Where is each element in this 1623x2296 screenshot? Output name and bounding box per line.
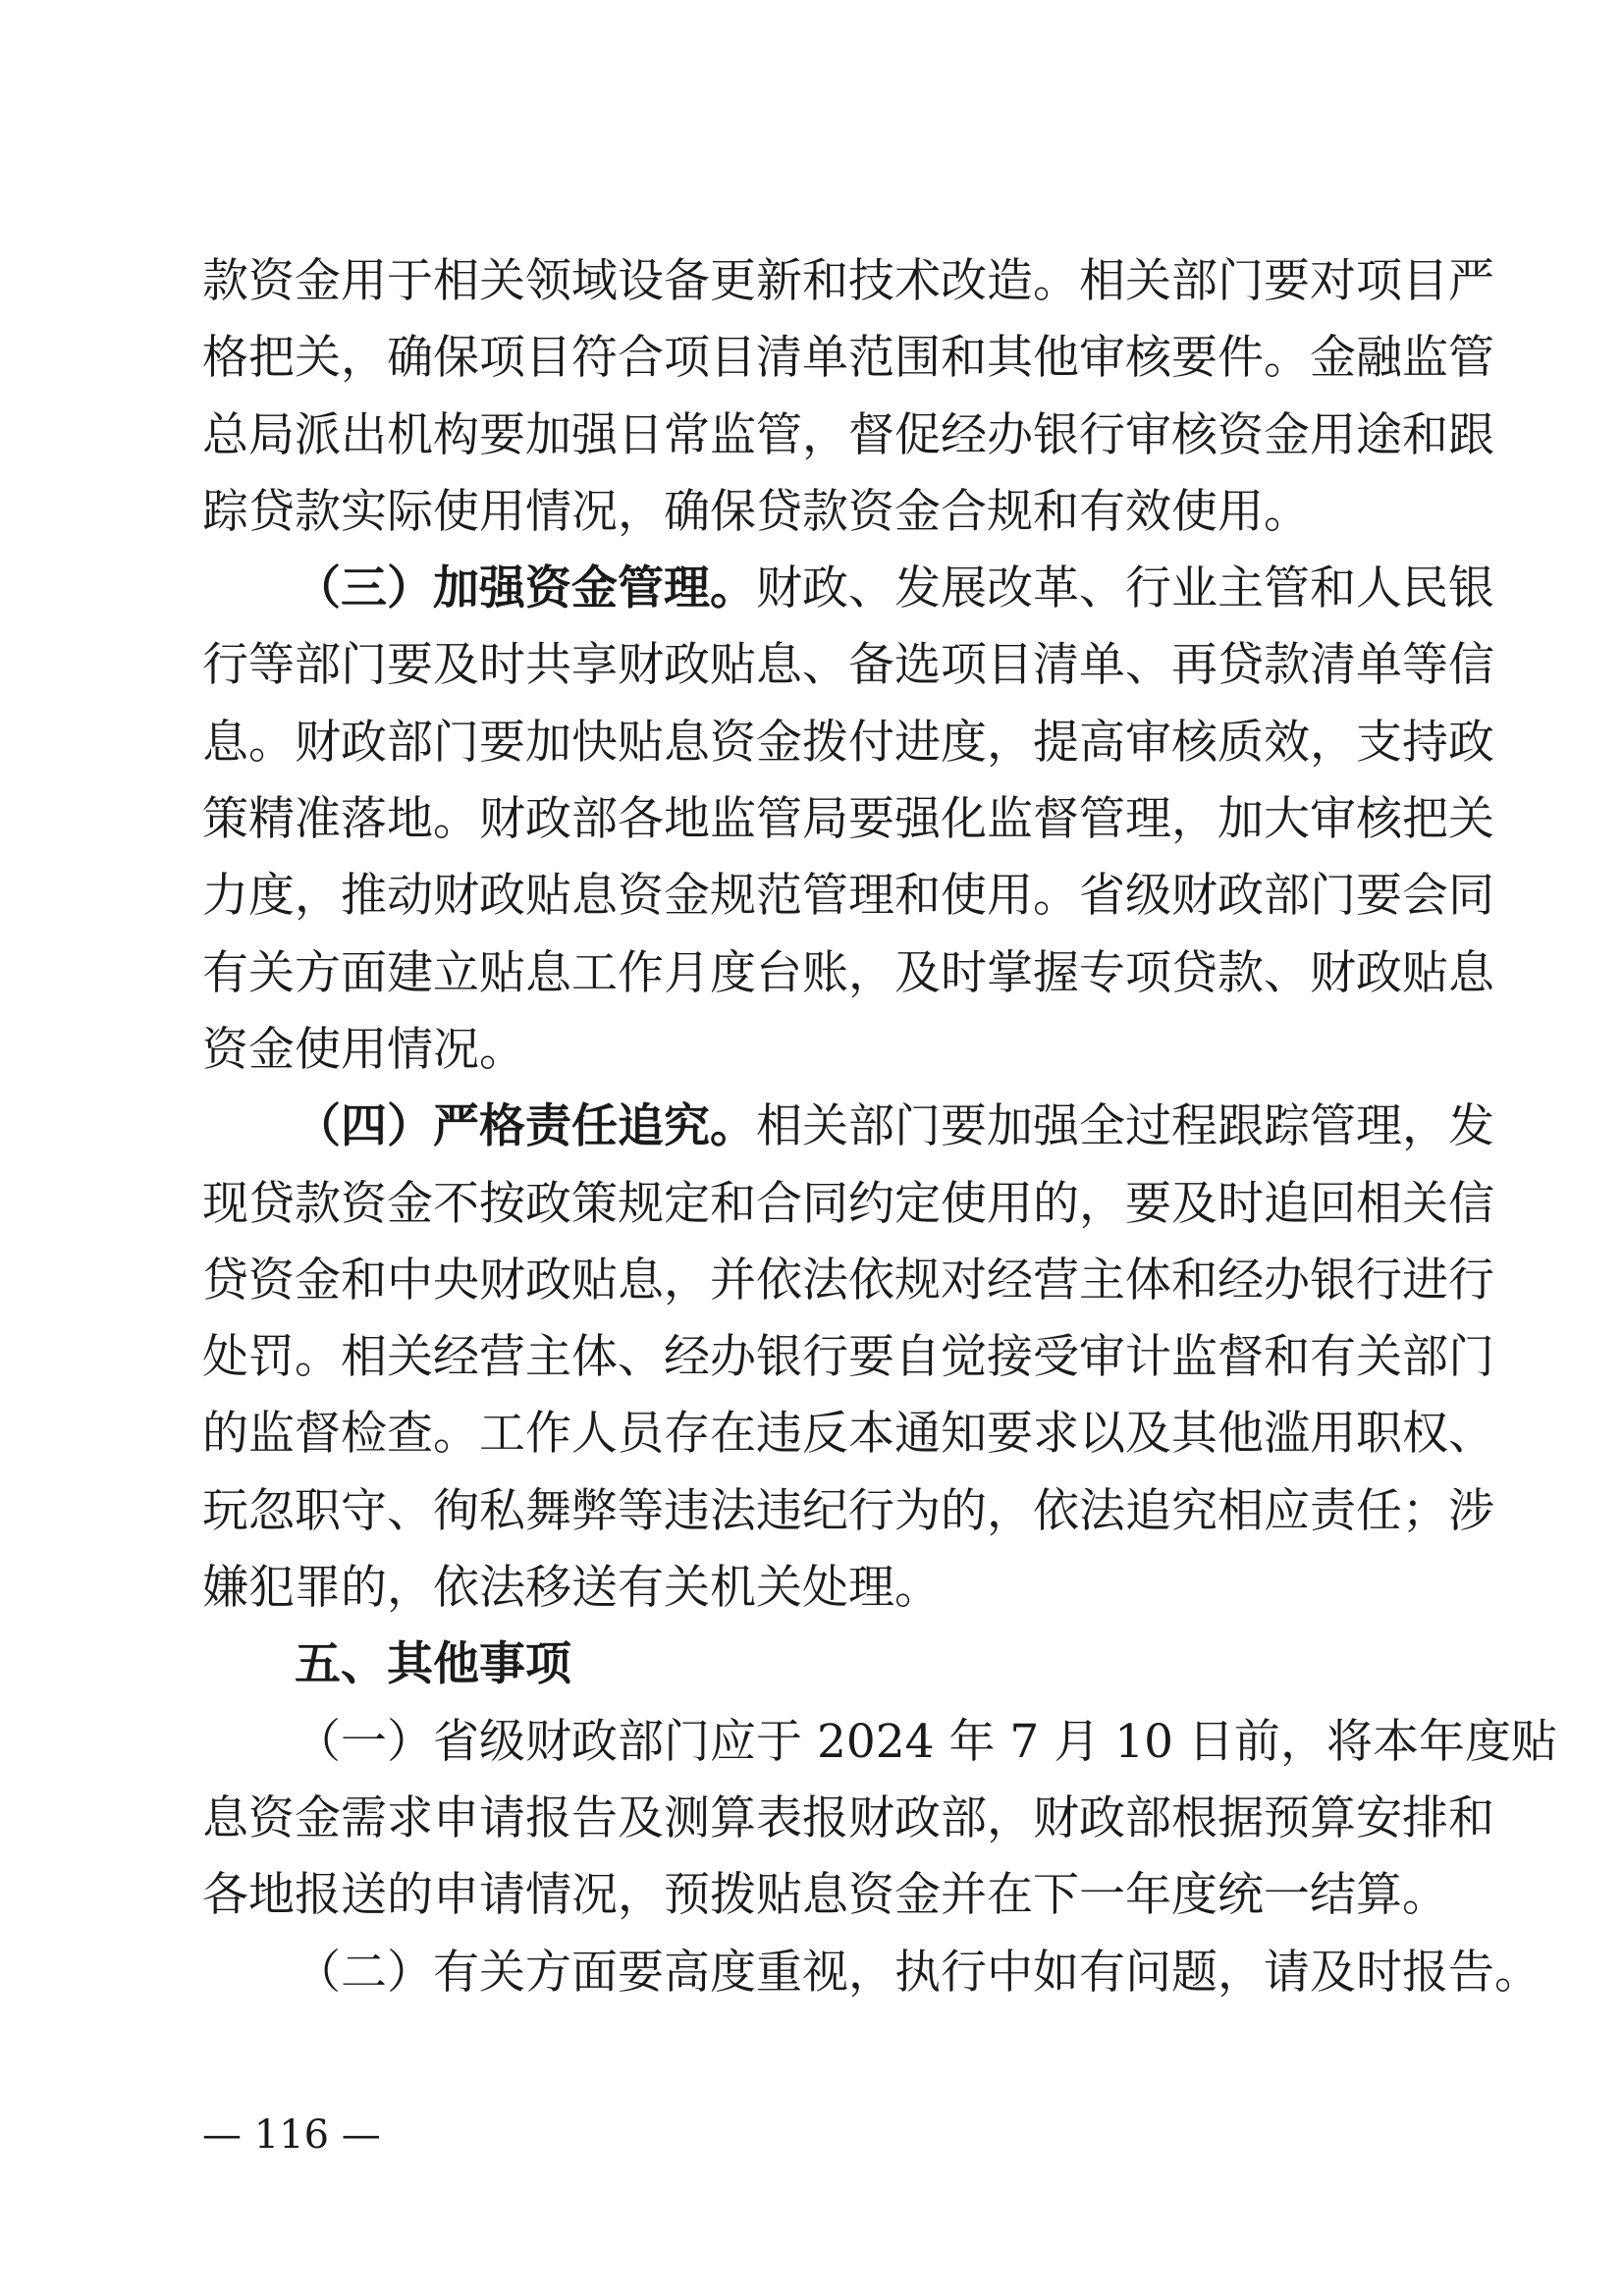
text-line: 格把关，确保项目符合项目清单范围和其他审核要件。金融监管	[202, 331, 1494, 386]
text-line: 策精准落地。财政部各地监管局要强化监督管理，加大审核把关	[202, 792, 1494, 847]
text-line: 现贷款资金不按政策规定和合同约定使用的，要及时追回相关信	[202, 1176, 1494, 1231]
text-line: 力度，推动财政贴息资金规范管理和使用。省级财政部门要会同	[202, 869, 1494, 924]
paragraph-4	[202, 1704, 1557, 1935]
text-line: 玩忽职守、徇私舞弊等违法违纪行为的，依法追究相应责任；涉	[202, 1483, 1494, 1538]
text-line: 贷资金和中央财政贴息，并依法依规对经营主体和经办银行进行	[202, 1253, 1494, 1308]
text-line: 息资金需求申请报告及测算表报财政部，财政部根据预算安排和	[202, 1790, 1494, 1845]
section-lead-bold: （三）加强资金管理。	[295, 561, 756, 616]
text-line: 总局派出机构要加强日常监管，督促经办银行审核资金用途和跟	[202, 407, 1494, 462]
text-line	[202, 551, 1494, 627]
page-number: — 116 —	[202, 2112, 381, 2158]
text-line: 息。财政部门要加快贴息资金拨付进度，提高审核质效，支持政	[202, 715, 1494, 770]
text-span: 相关部门要加强全过程跟踪管理，发	[756, 1099, 1494, 1154]
text-line: 踪贷款实际使用情况，确保贷款资金合规和有效使用。	[202, 484, 1310, 539]
paragraph-1	[202, 243, 1494, 551]
text-line: 资金使用情况。	[202, 1022, 525, 1077]
paragraph-3	[202, 1089, 1494, 1627]
text-line: （二）有关方面要高度重视，执行中如有问题，请及时报告。	[295, 1945, 1541, 2000]
document-body	[202, 243, 1557, 2011]
section-lead-bold: （四）严格责任追究。	[295, 1099, 756, 1154]
text-line: 行等部门要及时共享财政贴息、备选项目清单、再贷款清单等信	[202, 638, 1494, 693]
text-line	[202, 1089, 1494, 1165]
text-line: （一）省级财政部门应于 2024 年 7 月 10 日前，将本年度贴	[295, 1714, 1557, 1769]
text-line: 有关方面建立贴息工作月度台账，及时掌握专项贷款、财政贴息	[202, 945, 1494, 1000]
section-heading: 五、其他事项	[295, 1637, 571, 1692]
paragraph-5	[202, 1935, 1541, 2011]
text-line: 款资金用于相关领域设备更新和技术改造。相关部门要对项目严	[202, 254, 1494, 308]
text-line: 处罚。相关经营主体、经办银行要自觉接受审计监督和有关部门	[202, 1330, 1494, 1385]
text-line: 嫌犯罪的，依法移送有关机关处理。	[202, 1561, 941, 1616]
paragraph-2	[202, 551, 1494, 1089]
text-span: 财政、发展改革、行业主管和人民银	[756, 561, 1494, 616]
text-line: 的监督检查。工作人员存在违反本通知要求以及其他滥用职权、	[202, 1407, 1494, 1462]
text-line: 各地报送的申请情况，预拨贴息资金并在下一年度统一结算。	[202, 1868, 1448, 1923]
